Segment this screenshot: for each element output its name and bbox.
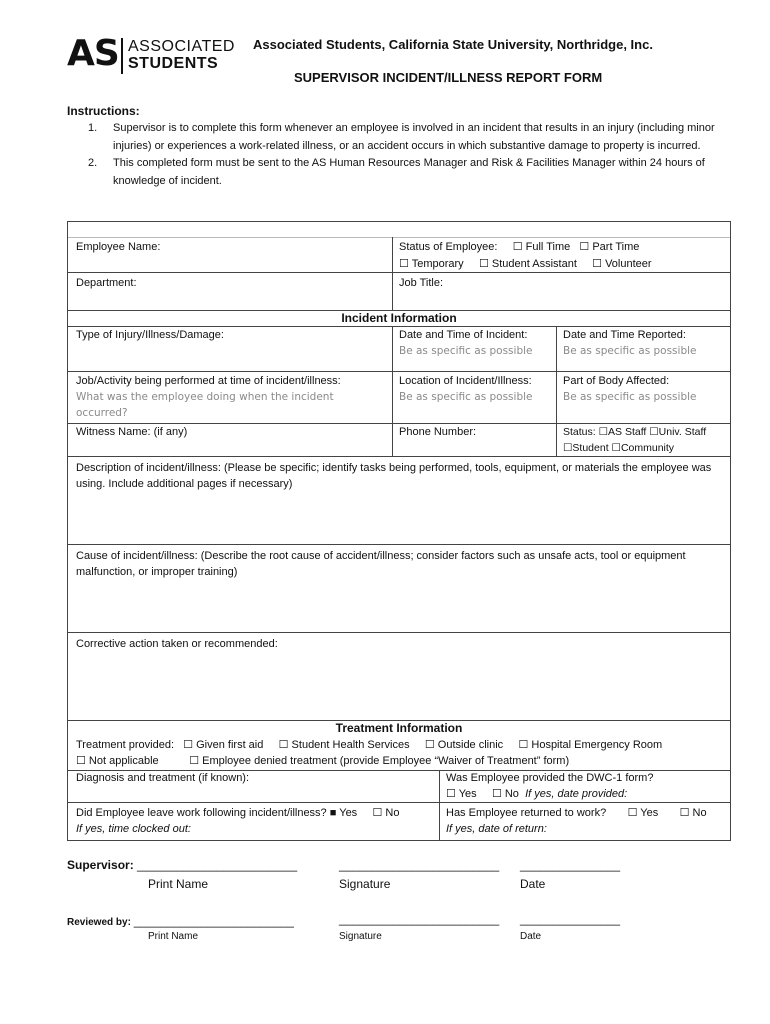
form-title: SUPERVISOR INCIDENT/ILLNESS REPORT FORM bbox=[294, 70, 603, 85]
job-title-label: Job Title: bbox=[399, 277, 444, 289]
supervisor-print-name-caption: Print Name bbox=[148, 877, 209, 891]
witness-status-options[interactable]: Status: ☐AS Staff ☐Univ. Staff bbox=[563, 426, 707, 438]
instruction-text: Supervisor is to complete this form whenever an employee is involved in an incident that results in an injury (including minor injuries) or experiences a work-related illness, or an accident occurs in which substantive damage to property is incurred. bbox=[113, 122, 715, 152]
divider bbox=[68, 371, 730, 372]
supervisor-signature-caption: Signature bbox=[339, 877, 391, 891]
date-incident-label: Date and Time of Incident: bbox=[399, 329, 528, 341]
employee-name-label: Employee Name: bbox=[76, 241, 161, 253]
reviewed-print-name-caption: Print Name bbox=[148, 931, 199, 942]
body-part-hint: Be as specific as possible bbox=[563, 391, 697, 403]
location-hint: Be as specific as possible bbox=[399, 391, 533, 403]
divider bbox=[556, 326, 557, 456]
witness-label: Witness Name: (if any) bbox=[76, 426, 188, 438]
leave-work-question[interactable]: Did Employee leave work following incident/illness? ■ Yes ☐ No bbox=[76, 807, 400, 819]
dwc-question: Was Employee provided the DWC-1 form? bbox=[446, 772, 654, 784]
logo-line2: STUDENTS bbox=[128, 55, 219, 72]
reviewed-signature-line[interactable]: ________________________ bbox=[339, 912, 500, 926]
corrective-action-label: Corrective action taken or recommended: bbox=[76, 638, 278, 650]
leave-work-followup: If yes, time clocked out: bbox=[76, 823, 191, 835]
job-activity-hint: What was the employee doing when the incident occurred? bbox=[76, 391, 334, 419]
instruction-item bbox=[88, 155, 728, 190]
incident-information-header: Incident Information bbox=[341, 311, 457, 325]
dwc-options[interactable] bbox=[446, 786, 627, 802]
supervisor-date-caption: Date bbox=[520, 877, 546, 891]
treatment-options[interactable]: Treatment provided: ☐ Given first aid ☐ Student Health Services ☐ Outside clinic ☐ Hospital Emergency Room bbox=[76, 739, 663, 751]
reviewed-label: Reviewed by: bbox=[67, 917, 131, 928]
dwc-yes-no[interactable]: ☐ Yes ☐ No bbox=[446, 788, 519, 800]
supervisor-print-line[interactable]: ________________________ bbox=[137, 858, 298, 872]
divider bbox=[68, 456, 730, 457]
divider bbox=[68, 237, 730, 238]
supervisor-label: Supervisor: bbox=[67, 858, 134, 872]
divider bbox=[439, 770, 440, 841]
divider bbox=[68, 544, 730, 545]
employee-status-options[interactable]: Status of Employee: ☐ Full Time ☐ Part Time bbox=[399, 241, 640, 253]
body-part-label: Part of Body Affected: bbox=[563, 375, 670, 387]
employee-status-options-2[interactable]: ☐ Temporary ☐ Student Assistant ☐ Volunteer bbox=[399, 258, 652, 270]
reviewed-print-line[interactable]: ________________________ bbox=[133, 914, 294, 928]
divider bbox=[68, 632, 730, 633]
instruction-text: This completed form must be sent to the AS Human Resources Manager and Risk & Facilities Manager within 24 hours of knowledge of incident. bbox=[113, 157, 705, 187]
treatment-options-2[interactable]: ☐ Not applicable ☐ Employee denied treatment (provide Employee “Waiver of Treatment” form) bbox=[76, 755, 570, 767]
logo-divider bbox=[121, 38, 123, 74]
reviewed-signature-caption: Signature bbox=[339, 931, 382, 942]
job-activity-label: Job/Activity being performed at time of incident/illness: bbox=[76, 375, 341, 387]
divider bbox=[392, 237, 393, 310]
description-label: Description of incident/illness: (Please be specific; identify tasks being performed, tools, equipment, or materials the employee was using. Include additional pages if necessary) bbox=[76, 462, 712, 490]
location-label: Location of Incident/Illness: bbox=[399, 375, 532, 387]
department-label: Department: bbox=[76, 277, 137, 289]
reviewed-signature-row bbox=[67, 914, 294, 928]
cause-label: Cause of incident/illness: (Describe the root cause of accident/illness; consider factors such as unsafe acts, tool or equipment malfunction, or improper training) bbox=[76, 550, 686, 578]
date-reported-hint: Be as specific as possible bbox=[563, 345, 697, 357]
instruction-number: 2. bbox=[88, 157, 98, 169]
injury-type-label: Type of Injury/Illness/Damage: bbox=[76, 329, 224, 341]
diagnosis-label: Diagnosis and treatment (if known): bbox=[76, 772, 250, 784]
logo-line1: ASSOCIATED bbox=[128, 38, 235, 55]
reviewed-date-line[interactable]: _______________ bbox=[520, 912, 621, 926]
witness-status-options-2[interactable]: ☐Student ☐Community bbox=[563, 442, 675, 454]
reviewed-date-caption: Date bbox=[520, 931, 542, 942]
date-reported-label: Date and Time Reported: bbox=[563, 329, 686, 341]
instruction-number: 1. bbox=[88, 122, 98, 134]
phone-label: Phone Number: bbox=[399, 426, 477, 438]
supervisor-date-line[interactable]: _______________ bbox=[520, 858, 621, 872]
supervisor-signature-row bbox=[67, 858, 297, 872]
returned-followup: If yes, date of return: bbox=[446, 823, 547, 835]
date-incident-hint: Be as specific as possible bbox=[399, 345, 533, 357]
instruction-item bbox=[88, 120, 728, 155]
divider bbox=[392, 326, 393, 456]
returned-question[interactable]: Has Employee returned to work? ☐ Yes ☐ No bbox=[446, 807, 707, 819]
dwc-followup: If yes, date provided: bbox=[525, 788, 628, 800]
supervisor-signature-line[interactable]: ________________________ bbox=[339, 858, 500, 872]
instructions-heading: Instructions: bbox=[67, 104, 140, 118]
organization-name: Associated Students, California State University, Northridge, Inc. bbox=[253, 37, 653, 52]
treatment-information-header: Treatment Information bbox=[335, 721, 463, 735]
divider bbox=[68, 802, 730, 803]
divider bbox=[68, 272, 730, 273]
instructions-list bbox=[88, 120, 728, 190]
logo-mark: AS bbox=[67, 33, 119, 74]
incident-report-form bbox=[67, 221, 731, 841]
